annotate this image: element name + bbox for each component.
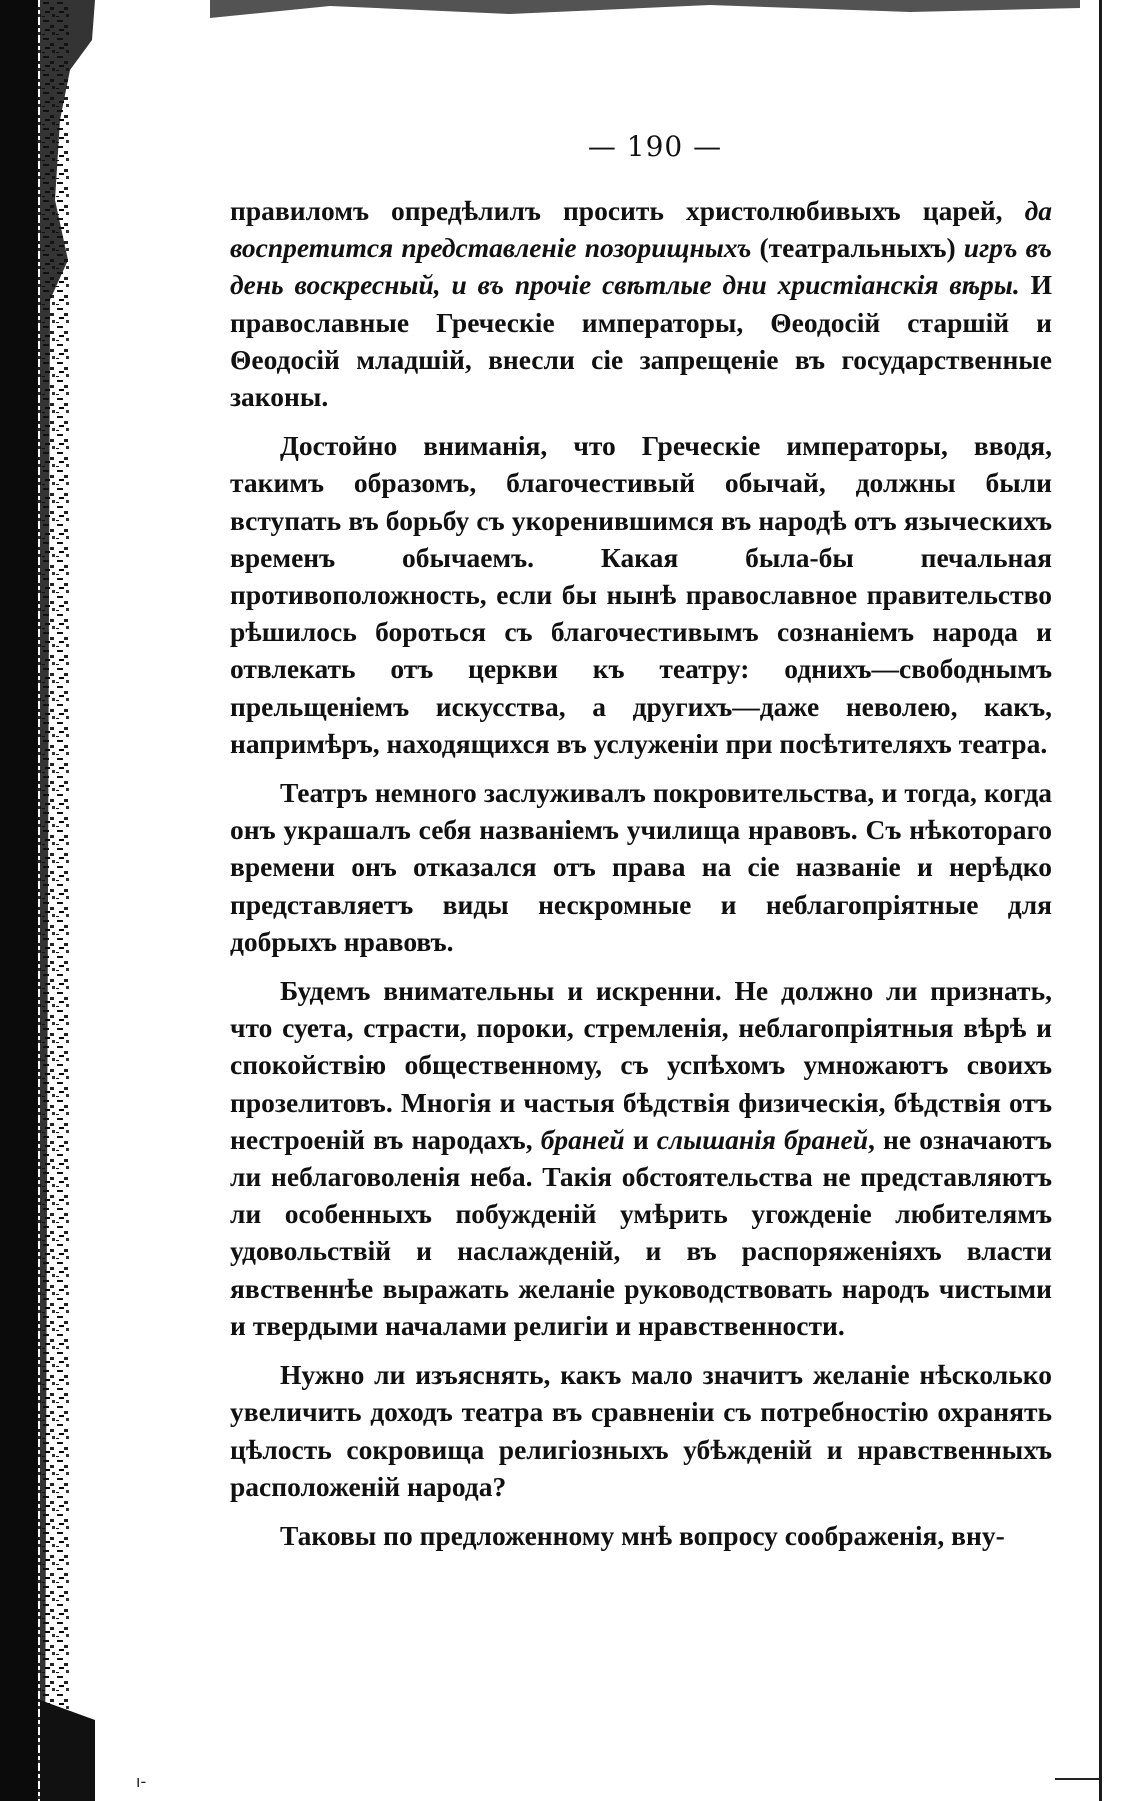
- text-run: и: [624, 1123, 657, 1155]
- text-run: Нужно ли изъяснять, какъ мало значитъ желаніе нѣсколько увеличить доходъ театра въ сравненіи съ потребностію охранять цѣлость сокровища религіозныхъ убѣжденій и нравственныхъ расположеній народа?: [230, 1359, 1052, 1502]
- text-run: Театръ немного заслуживалъ покровительства, и тогда, когда онъ украшалъ себя названіемъ училища нравовъ. Съ нѣкотораго времени онъ отказался отъ права на сіе названіе и нерѣдко представляетъ виды нескромные и неблагопріятные для добрыхъ нравовъ.: [230, 777, 1052, 957]
- scan-top-shadow: [210, 0, 1080, 40]
- body-text: [230, 192, 1052, 1566]
- text-run: (театральныхъ): [751, 232, 964, 264]
- scanned-binding-edge: [0, 0, 95, 1801]
- text-run: Таковы по предложенному мнѣ вопросу соображенія, вну-: [280, 1519, 1005, 1551]
- paragraph: [230, 972, 1052, 1344]
- text-run: Достойно вниманія, что Греческіе императоры, вводя, такимъ образомъ, благочестивый обычай, должны были вступать въ борьбу съ укоренившимся въ народѣ отъ языческихъ временъ обычаемъ. Какая была-бы печальная противоположность, если бы нынѣ православное правительство рѣшилось бороться съ благочестивымъ сознаніемъ народа и отвлекать отъ церкви къ театру: однихъ—свободнымъ прельщеніемъ искусства, а другихъ—даже неволею, какъ, напримѣръ, находящихся въ услуженіи при посѣтителяхъ театра.: [230, 430, 1052, 759]
- text-run: Будемъ внимательны и искренни. Не должно ли признать, что суета, страсти, пороки, стремленія, неблагопріятныя вѣрѣ и спокойствію общественному, съ успѣхомъ умножаютъ своихъ прозелитовъ. Многія и частыя бѣдствія физическія, бѣдствія отъ нестроеній въ народахъ,: [230, 975, 1052, 1155]
- italic-run: игръ въ день воскресный, и въ прочіе свѣтлые дни христіанскія вѣры.: [230, 232, 1052, 301]
- paragraph: [230, 1517, 1052, 1554]
- page-right-edge-line: [1099, 0, 1102, 1801]
- text-run: , не означаютъ ли неблаговоленія неба. Такія обстоятельства не представляютъ ли особенныхъ побужденій умѣрить угожденіе любителямъ удовольствій и наслажденій, и въ распоряженіяхъ власти явственнѣе выражать желаніе руководствовать народъ чистыми и твердыми началами религіи и нравственности.: [230, 1123, 1052, 1341]
- paragraph: [230, 192, 1052, 415]
- paragraph: [230, 1356, 1052, 1505]
- paragraph: [230, 427, 1052, 762]
- text-run: И православные Греческіе императоры, Θеодосій старшій и Θеодосій младшій, внесли сіе запрещеніе въ государственные законы.: [230, 269, 1052, 413]
- footer-mark: ı-: [136, 1772, 147, 1791]
- italic-run: слышанія браней: [656, 1123, 869, 1155]
- footer-rule: [1055, 1778, 1100, 1780]
- page-number: — 190 —: [587, 130, 723, 163]
- text-run: правиломъ опредѣлилъ просить христолюбивыхъ царей,: [230, 195, 1025, 226]
- paragraph: [230, 774, 1052, 960]
- italic-run: да воспретится представленіе позорищныхъ: [230, 195, 1052, 264]
- italic-run: браней: [540, 1123, 625, 1155]
